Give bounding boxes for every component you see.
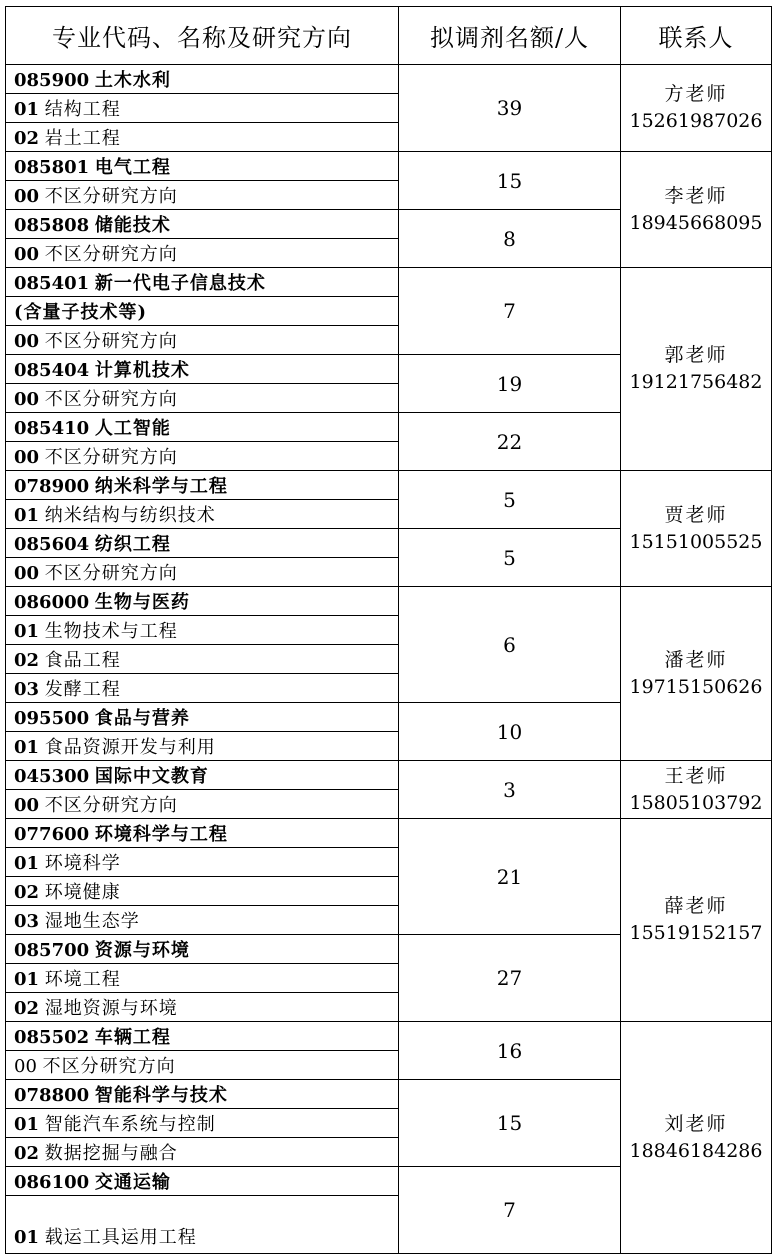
direction-cell: [6, 674, 399, 703]
direction-code: 00: [14, 1056, 37, 1077]
direction-cell: [6, 964, 399, 993]
major-name: 交通运输: [94, 1172, 171, 1193]
contact-phone: 15805103792: [629, 791, 763, 814]
direction-cell: [6, 1196, 399, 1254]
direction-code: 01: [14, 621, 40, 642]
contact-phone: 15261987026: [629, 110, 763, 132]
direction-code: 00: [14, 331, 40, 352]
direction-name: 环境健康: [44, 882, 121, 903]
direction-name: 不区分研究方向: [44, 795, 178, 816]
direction-code: 03: [14, 911, 40, 932]
direction-cell: [6, 906, 399, 935]
contact-cell: [621, 471, 772, 587]
quota-cell: 19: [399, 355, 621, 413]
contact-cell: [621, 1022, 772, 1254]
major-cell: [6, 1167, 399, 1196]
direction-cell: [6, 1051, 399, 1080]
contact-phone: 19121756482: [629, 371, 763, 393]
major-name: 纺织工程: [94, 534, 171, 555]
direction-code: 00: [14, 447, 40, 468]
direction-cell: [6, 442, 399, 471]
contact-phone: 18846184286: [629, 1139, 763, 1162]
major-code: 078800: [14, 1085, 90, 1106]
table-row: [6, 471, 772, 500]
direction-code: 02: [14, 1143, 40, 1164]
table-row: [6, 152, 772, 181]
direction-cell: [6, 790, 399, 819]
direction-cell: [6, 616, 399, 645]
major-name: 计算机技术: [94, 360, 190, 381]
table-header-row: [6, 7, 772, 65]
quota-cell: 16: [399, 1022, 621, 1080]
quota-cell: 7: [399, 1167, 621, 1254]
header-quota: 拟调剂名额/人: [399, 7, 621, 65]
direction-cell: [6, 877, 399, 906]
direction-cell: [6, 181, 399, 210]
direction-name: 湿地生态学: [44, 911, 140, 932]
direction-name: 不区分研究方向: [44, 186, 178, 207]
adjustment-quota-table: [5, 6, 772, 1254]
direction-code: 01: [14, 1114, 40, 1135]
header-contact: 联系人: [621, 7, 772, 65]
major-cell: [6, 152, 399, 181]
major-cell: [6, 413, 399, 442]
contact-cell: [621, 587, 772, 761]
major-name: 生物与医药: [94, 592, 190, 613]
major-name: 电气工程: [94, 157, 171, 178]
quota-cell: 7: [399, 268, 621, 355]
quota-cell: 10: [399, 703, 621, 761]
table-body: [6, 65, 772, 1254]
contact-name: 薛老师: [664, 895, 728, 917]
direction-cell: [6, 500, 399, 529]
header-program: 专业代码、名称及研究方向: [6, 7, 399, 65]
direction-cell: [6, 94, 399, 123]
major-cell: [6, 210, 399, 239]
direction-name: 不区分研究方向: [44, 563, 178, 584]
direction-cell: [6, 326, 399, 355]
major-name: 车辆工程: [94, 1027, 171, 1048]
major-code: 085801: [14, 157, 90, 178]
direction-code: 00: [14, 795, 40, 816]
direction-name: 载运工具运用工程: [44, 1227, 197, 1248]
direction-name: 不区分研究方向: [44, 331, 178, 352]
direction-cell: [6, 1109, 399, 1138]
direction-code: 01: [14, 969, 40, 990]
quota-cell: 15: [399, 152, 621, 210]
direction-name: 生物技术与工程: [44, 621, 178, 642]
quota-cell: 3: [399, 761, 621, 819]
table-row: [6, 819, 772, 848]
major-code: 085604: [14, 534, 90, 555]
quota-cell: 5: [399, 471, 621, 529]
direction-name: 数据挖掘与融合: [44, 1143, 178, 1164]
contact-phone: 15151005525: [629, 530, 763, 553]
contact-name: 方老师: [664, 83, 728, 105]
direction-code: 03: [14, 679, 40, 700]
direction-name: 纳米结构与纺织技术: [44, 505, 216, 526]
direction-name: 结构工程: [44, 99, 121, 120]
direction-cell: [6, 239, 399, 268]
major-code: 085700: [14, 940, 90, 961]
quota-cell: 21: [399, 819, 621, 935]
contact-name: 郭老师: [664, 344, 728, 366]
contact-phone: 19715150626: [629, 675, 763, 698]
direction-code: 00: [14, 389, 40, 410]
major-cell: [6, 65, 399, 94]
direction-code: 02: [14, 650, 40, 671]
major-name: 土木水利: [94, 70, 171, 91]
direction-cell: [6, 123, 399, 152]
major-name: 资源与环境: [94, 940, 190, 961]
quota-cell: 15: [399, 1080, 621, 1167]
direction-code: 02: [14, 128, 40, 149]
major-cell: [6, 761, 399, 790]
major-code: 078900: [14, 476, 90, 497]
major-name: 储能技术: [94, 215, 171, 236]
direction-cell: [6, 848, 399, 877]
direction-name: 食品资源开发与利用: [44, 737, 216, 758]
direction-cell: [6, 732, 399, 761]
major-code: 077600: [14, 824, 90, 845]
contact-name: 贾老师: [664, 503, 728, 526]
direction-cell: [6, 558, 399, 587]
contact-phone: 15519152157: [629, 922, 763, 944]
direction-name: 发酵工程: [44, 679, 121, 700]
major-code: 085502: [14, 1027, 90, 1048]
table-row: [6, 587, 772, 616]
quota-cell: 39: [399, 65, 621, 152]
contact-cell: [621, 152, 772, 268]
contact-name: 刘老师: [664, 1112, 728, 1135]
direction-code: 01: [14, 505, 40, 526]
direction-code: 01: [14, 737, 40, 758]
direction-cell: [6, 993, 399, 1022]
major-code: 095500: [14, 708, 90, 729]
major-code: 045300: [14, 766, 90, 787]
major-cell: [6, 355, 399, 384]
direction-code: 02: [14, 882, 40, 903]
quota-cell: 8: [399, 210, 621, 268]
major-code: 085401: [14, 273, 90, 294]
direction-name: 食品工程: [44, 650, 121, 671]
direction-name: 智能汽车系统与控制: [44, 1114, 216, 1135]
major-code: 085808: [14, 215, 90, 236]
quota-cell: 6: [399, 587, 621, 703]
quota-cell: 27: [399, 935, 621, 1022]
table-row: [6, 1022, 772, 1051]
contact-cell: [621, 761, 772, 819]
contact-cell: [621, 268, 772, 471]
major-cell: [6, 703, 399, 732]
major-cell: [6, 587, 399, 616]
table-row: [6, 65, 772, 94]
major-code: 086000: [14, 592, 90, 613]
contact-phone: 18945668095: [629, 211, 763, 234]
contact-name: 潘老师: [664, 648, 728, 671]
major-cell: [6, 1022, 399, 1051]
major-name: 国际中文教育: [94, 766, 209, 787]
direction-code: 00: [14, 186, 40, 207]
major-code: 085900: [14, 70, 90, 91]
direction-code: 00: [14, 563, 40, 584]
major-cell: [6, 529, 399, 558]
direction-code: 00: [14, 244, 40, 265]
direction-name: 湿地资源与环境: [44, 998, 178, 1019]
table-row: [6, 268, 772, 297]
direction-name: 不区分研究方向: [44, 447, 178, 468]
table-row: [6, 761, 772, 790]
direction-name: 环境工程: [44, 969, 121, 990]
direction-code: 01: [14, 853, 40, 874]
direction-name: 不区分研究方向: [44, 244, 178, 265]
direction-name: 环境科学: [44, 853, 121, 874]
contact-cell: [621, 819, 772, 1022]
direction-code: 01: [14, 99, 40, 120]
major-name: 智能科学与技术: [94, 1085, 228, 1106]
contact-name: 李老师: [664, 184, 728, 207]
major-code: 086100: [14, 1172, 90, 1193]
quota-cell: 22: [399, 413, 621, 471]
major-cell: [6, 1080, 399, 1109]
major-name: 环境科学与工程: [94, 824, 228, 845]
major-cell: [6, 471, 399, 500]
major-cell: [6, 819, 399, 848]
major-code: 085404: [14, 360, 90, 381]
contact-cell: [621, 65, 772, 152]
direction-name: 不区分研究方向: [44, 389, 178, 410]
major-cell: [6, 268, 399, 297]
direction-cell: [6, 645, 399, 674]
direction-cell: [6, 1138, 399, 1167]
direction-name: 不区分研究方向: [42, 1056, 176, 1077]
direction-code: 01: [14, 1227, 40, 1248]
major-name: 新一代电子信息技术: [94, 273, 266, 294]
direction-name: 岩土工程: [44, 128, 121, 149]
major-name: 人工智能: [94, 418, 171, 439]
major-cell: [6, 297, 399, 326]
major-code: 085410: [14, 418, 90, 439]
quota-cell: 5: [399, 529, 621, 587]
major-name: 纳米科学与工程: [94, 476, 228, 497]
contact-name: 王老师: [664, 764, 728, 787]
major-cell: [6, 935, 399, 964]
direction-code: 02: [14, 998, 40, 1019]
major-name: (含量子技术等): [14, 302, 148, 323]
major-name: 食品与营养: [94, 708, 190, 729]
direction-cell: [6, 384, 399, 413]
